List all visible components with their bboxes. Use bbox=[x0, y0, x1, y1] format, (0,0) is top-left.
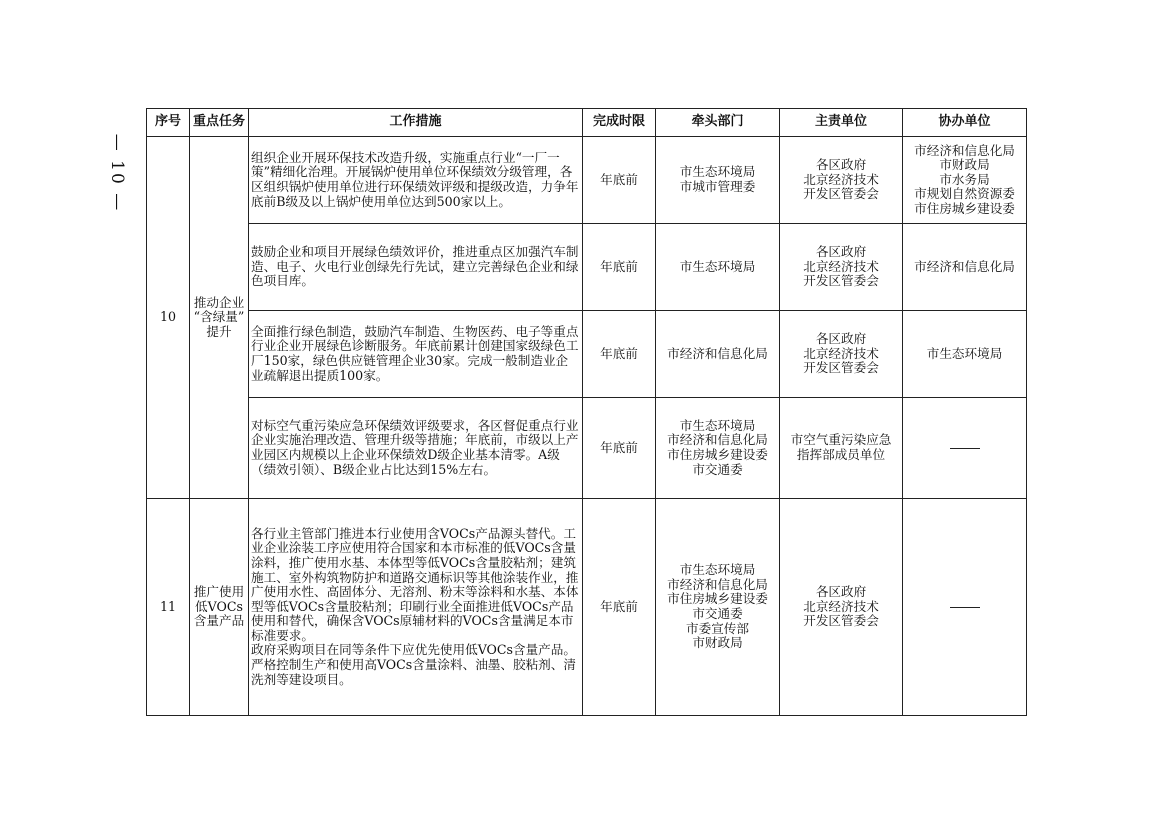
measure-text: 鼓励企业和项目开展绿色绩效评价，推进重点区加强汽车制造、电子、火电行业创绿先行先试，建立完善绿色企业和绿色项目库。 bbox=[251, 244, 579, 289]
assist-cell bbox=[903, 224, 1027, 311]
responsible-cell bbox=[780, 311, 903, 398]
header-deadline: 完成时限 bbox=[583, 109, 656, 137]
assist-unit: 市经济和信息化局 bbox=[914, 258, 1015, 274]
lead-cell bbox=[656, 311, 780, 398]
measure-text: 对标空气重污染应急环保绩效评级要求，各区督促重点行业企业实施治理改造、管理升级等措施；年底前，市级以上产业园区内规模以上企业环保绩效D级企业基本清零。A级（绩效引领）、B级企业占比达到15%左右。 bbox=[251, 417, 579, 477]
lead-dept: 市财政局 bbox=[692, 635, 743, 651]
task-line: 推广使用 bbox=[193, 584, 245, 600]
lead-cell bbox=[656, 398, 780, 499]
deadline-cell: 年底前 bbox=[583, 311, 656, 398]
responsible-unit: 北京经济技术 bbox=[803, 345, 879, 361]
lead-dept: 市交通委 bbox=[692, 606, 743, 621]
assist-cell bbox=[903, 311, 1027, 398]
measure-cell bbox=[249, 398, 583, 499]
responsible-unit: 各区政府 bbox=[815, 157, 867, 173]
measure-text: 严格控制生产和使用高VOCs含量涂料、油墨、胶粘剂、清洗剂等建设项目。 bbox=[251, 657, 576, 687]
lead-dept: 市生态环境局 bbox=[679, 562, 756, 578]
assist-unit: 市住房城乡建设委 bbox=[914, 200, 1015, 216]
responsible-unit: 各区政府 bbox=[815, 244, 867, 260]
table-row bbox=[147, 311, 1027, 398]
lead-dept: 市生态环境局 bbox=[679, 164, 756, 180]
responsible-cell bbox=[780, 499, 903, 716]
assist-cell bbox=[903, 398, 1027, 499]
responsible-unit: 开发区管委会 bbox=[803, 273, 879, 289]
deadline-cell: 年底前 bbox=[583, 224, 656, 311]
responsible-cell bbox=[780, 398, 903, 499]
table-row bbox=[147, 398, 1027, 499]
task-line: 低VOCs bbox=[195, 598, 243, 614]
lead-dept: 市经济和信息化局 bbox=[667, 576, 768, 592]
assist-unit: 市财政局 bbox=[939, 157, 990, 173]
assist-unit: 市经济和信息化局 bbox=[914, 142, 1015, 158]
task-line: 推动企业 bbox=[193, 294, 245, 310]
lead-dept: 市交通委 bbox=[692, 461, 743, 477]
table-row bbox=[147, 499, 1027, 716]
responsible-unit: 北京经济技术 bbox=[803, 171, 879, 187]
empty-dash bbox=[950, 607, 980, 608]
assist-unit: 市水务局 bbox=[939, 171, 990, 187]
page-number bbox=[102, 128, 132, 218]
lead-cell bbox=[656, 137, 780, 224]
responsible-unit: 开发区管委会 bbox=[803, 613, 879, 629]
table-row bbox=[147, 224, 1027, 311]
responsible-unit: 开发区管委会 bbox=[803, 360, 879, 376]
empty-dash bbox=[950, 448, 980, 449]
assist-unit: 市规划自然资源委 bbox=[914, 186, 1015, 202]
lead-dept: 市委宣传部 bbox=[686, 620, 749, 636]
deadline-cell: 年底前 bbox=[583, 398, 656, 499]
lead-cell bbox=[656, 224, 780, 311]
lead-dept: 市生态环境局 bbox=[679, 417, 756, 433]
group-number: 10 bbox=[147, 137, 190, 499]
page-number-text: — 10 — bbox=[107, 133, 128, 213]
table-row bbox=[147, 137, 1027, 224]
task-line: 含量产品 bbox=[193, 613, 245, 629]
header-measures: 工作措施 bbox=[249, 109, 583, 137]
measure-cell bbox=[249, 499, 583, 716]
responsible-unit: 北京经济技术 bbox=[803, 598, 879, 614]
deadline-cell: 年底前 bbox=[583, 499, 656, 716]
lead-dept: 市经济和信息化局 bbox=[667, 345, 768, 361]
header-no: 序号 bbox=[147, 109, 190, 137]
assist-unit: 市生态环境局 bbox=[926, 345, 1003, 361]
responsible-cell bbox=[780, 224, 903, 311]
responsible-cell bbox=[780, 137, 903, 224]
measure-cell bbox=[249, 311, 583, 398]
responsible-unit: 各区政府 bbox=[815, 331, 867, 347]
measure-text: 全面推行绿色制造，鼓励汽车制造、生物医药、电子等重点行业企业开展绿色诊断服务。年底前累计创建国家级绿色工厂150家，绿色供应链管理企业30家。完成一般制造业企业疏解退出提质100家。 bbox=[251, 323, 579, 383]
lead-dept: 市城市管理委 bbox=[679, 179, 756, 194]
measure-text: 政府采购项目在同等条件下应优先使用低VOCs含量产品。 bbox=[251, 642, 576, 658]
lead-dept: 市生态环境局 bbox=[679, 258, 756, 274]
measure-cell bbox=[249, 137, 583, 224]
assist-cell bbox=[903, 499, 1027, 716]
measures-table bbox=[146, 108, 1027, 716]
header-responsible: 主责单位 bbox=[780, 109, 903, 137]
task-line: 提升 bbox=[206, 323, 232, 339]
responsible-unit: 市空气重污染应急 bbox=[790, 432, 892, 448]
header-lead-dept: 牵头部门 bbox=[656, 109, 780, 137]
assist-cell bbox=[903, 137, 1027, 224]
lead-cell bbox=[656, 499, 780, 716]
responsible-unit: 开发区管委会 bbox=[803, 186, 879, 202]
lead-dept: 市经济和信息化局 bbox=[667, 432, 768, 448]
responsible-unit: 北京经济技术 bbox=[803, 258, 879, 274]
header-task: 重点任务 bbox=[190, 109, 249, 137]
measure-cell bbox=[249, 224, 583, 311]
lead-dept: 市住房城乡建设委 bbox=[667, 447, 768, 462]
lead-dept: 市住房城乡建设委 bbox=[667, 591, 768, 607]
measure-text: 组织企业开展环保技术改造升级，实施重点行业“一厂一策”精细化治理。开展锅炉使用单位环保绩效分级管理，各区组织锅炉使用单位进行环保绩效评级和提级改造，力争年底前B级及以上锅炉使用单位达到500家以上。 bbox=[251, 149, 579, 209]
responsible-unit: 各区政府 bbox=[815, 584, 867, 600]
group-task bbox=[190, 499, 249, 716]
header-assist: 协办单位 bbox=[903, 109, 1027, 137]
measure-text: 各行业主管部门推进本行业使用含VOCs产品源头替代。工业企业涂装工序应使用符合国家和本市标准的低VOCs含量涂料，推广使用水基、本体型等低VOCs含量胶粘剂；建筑施工、室外构筑物防护和道路交通标识等其他涂装作业，推广使用水性、高固体分、无溶剂、粉末等涂料和水基、本体型等低VOCs含量胶粘剂；印刷行业全面推进低VOCs产品使用和替代，确保含VOCs原辅材料的VOCs含量满足本市标准要求。 bbox=[251, 525, 579, 643]
responsible-unit: 指挥部成员单位 bbox=[796, 447, 886, 462]
group-number: 11 bbox=[147, 499, 190, 716]
deadline-cell: 年底前 bbox=[583, 137, 656, 224]
task-line: “含绿量” bbox=[193, 309, 245, 325]
table-header-row bbox=[147, 109, 1027, 137]
group-task bbox=[190, 137, 249, 499]
